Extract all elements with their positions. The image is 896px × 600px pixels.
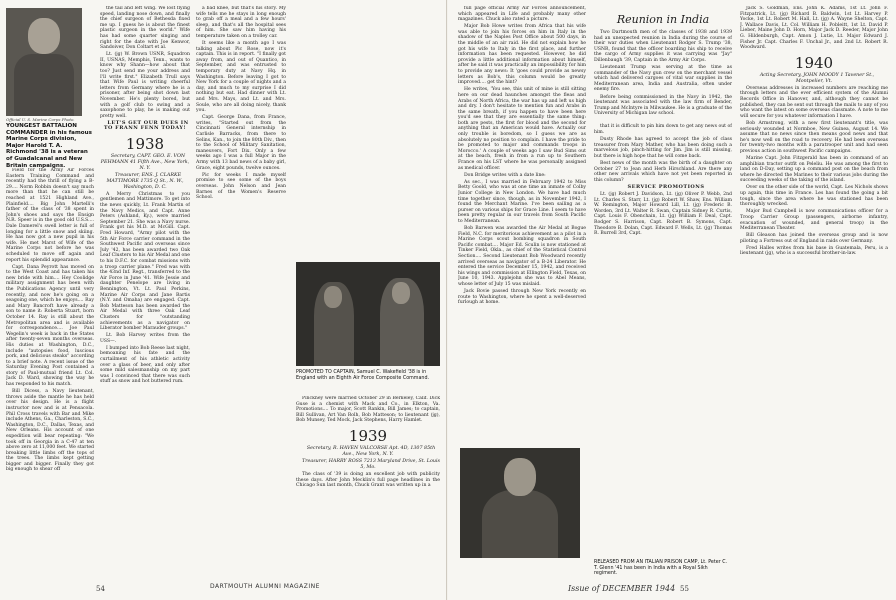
class-heading-1939: 1939: [348, 426, 388, 445]
paragraph: Don Bridge writes with a date line:: [464, 172, 546, 178]
paragraph: Lt. (jg) W. Brown USNR, Squadron II, USNAS, Memphis, Tenn., wants to know why Shann—how about that too? Just send me your address and I'll write first." Elizabeth Trull says that Wife Paul is writing cheerful letters from Germany where he is a prisoner, after being shot down last November. He's plenty bored, but with a golf club to swing and a saxophone to play, he is making out pretty well.: [100, 52, 190, 119]
left-page: [0, 0, 447, 600]
paragraph: full page official Army Air Forces announcement, which appeared in Life and probably many other magazines. Chuck also rated a picture.: [458, 6, 586, 23]
paragraph: He writes, 'You see, this unit of mine is still sitting here on our dead haunches amongst the fleas and Arabs of North Africa, the war has up and left us high and dry. I don't hesitate to mention fun and Arabs in the same breath, if you happen to have been here you'd see that they are essentially the same thing: both are pests, the first for blood and the second for anything that an American would have. Actually our only trouble is boredom, so I guess we are as absolutely no position to complain. I have the pride to be promoted to major and commands troops in Morocco.' A couple of weeks ago I saw Bud Sims out at the beach, fresh in from a run up to Southern France on his LST where he was personally assigned as medical officer.: [458, 87, 586, 171]
left-column-3: [196, 6, 286, 576]
paragraph: Bill Dicess, a Navy lieutenant, throws aside the mantle he has held over his design. He is a flight instructor now and is at Pensacola. Phil Cross travels with Bar and Mike include Athens, Ga., Charleston, S.C., Washington, D.C., Dallas, Texas, and New Orleans. His account of one expedition will bear repeating: "We took off in Georgia in a C-47 at ten above zero at 11,000 feet. We started breaking little limbs off the tops of the trees. The limbs kept getting bigger and bigger. Finally they got big enough to shear off: [6, 389, 94, 473]
photo-glenn: [460, 448, 580, 558]
class-1939-treasurer: Treasurer, HARRY ROSS 7213 Maryland Drive, St. Louis 5, Mo.: [302, 459, 440, 470]
class-heading-1938: 1938: [125, 135, 165, 154]
heading-reunion-in-india: Reunion in India: [616, 13, 710, 26]
class-1939-secretary: Secretary, R. HAVEN VALCORSE Apt. 4D, 1307 85th Ave., New York, N. Y.: [306, 445, 436, 457]
paragraph: I bumped into Bob Reese last night, bemoaning his fate and the curtailment of his athletic activity over a glass of beer, and only after some mild salesmanship on my part was I convinced that there was such stuff as snow and hot buttered rum.: [100, 345, 190, 385]
right-column-3: [740, 6, 888, 576]
paragraph: Over on the other side of the world, Capt. Les Nichols shows up again, this time in France. Les has found the going a bit tough, since the area where he was stationed has been thoroughly wrecked.: [740, 185, 888, 208]
class-1938-secretary: Secretary, CAPT. GEO. E. VON PEHMANN 41 Fifth Ave., New York, N. Y.: [100, 154, 190, 171]
left-column-2: [100, 6, 190, 576]
left-column-4: [296, 396, 440, 576]
right-page: [448, 0, 896, 600]
paragraph: that it is difficult to pin him down to get any news out of him.: [594, 124, 732, 135]
right-column-2: [594, 6, 732, 576]
paragraph: Overseas addresses in increased numbers are reaching me through letters and the ever efficient system of the Alumni Records Office in Hanover, and, although they cannot be published, they can be sent out through the mails to any of you who want the latest on some overseas classmate. A note to me will secure for you whatever information I have.: [740, 85, 888, 119]
page-number-left: 54: [96, 585, 105, 593]
paragraph: Major Bud Campbell is now communications officer for a Troop Carrier Group (passengers, airborne infantry, evacuation of wounded, and general troop) in the Mediterranean Theater.: [740, 209, 888, 232]
paragraph: Bill Gleason has joined the overseas group and is now piloting a Fortress out of England in raids over Germany.: [740, 233, 888, 244]
paragraph: Bob Barwen was awarded the Air Medal at Bogue Field, N.C. for meritorious achievement as a pilot in a Marine Corps scout bombing squadron in South Pacific combat.... Major Ed. Sculin is now stationed at Tinker Field, Okla., as chief of the Statistical Control Section.... Second Lieutenant Bob Woodward recently arrived overseas as navigator of a B-24 Liberator. He entered the service December 15, 1942, and received his wings and commission at Ellington Field, Texas, on June 10, 1943. Applejohn she was to Abel Means, whose letter of July 15 was mislaid.: [458, 226, 586, 287]
paragraph: Dusty Rhode has agreed to accept the job of class treasurer from Mary Mather, who has been doing such a marvelous job, pinch-hitting for Jim. Jim is still missing, but there is high hope that he will come back.: [594, 137, 732, 159]
paragraph: Field for the Army Air Forces Eastern Training Command and recently had the thrill of flying a B-29.... Norm Robbin doesn't say much more than that he can still be reached at 1521 Highland Ave., Plainfield.... Big John Martelli's father of the class of '38 spent in John's shoes and says the Ensign N.R. Speer is in the good old U.S.S.... Dale Damerel's swell letter is full of longing for a little snow and skiing. He has now got a new pupil in his wife. He met Marst of Wife of the Marine Corps not before he was scheduled to move off again and report his splendid appearance.: [6, 168, 94, 263]
paragraph: Pic for weeks I made myself promise to see some of the boys overseas. John Nelson and Jean Barnes of the Women's Reserve School.: [196, 172, 286, 201]
paragraph: Capt. Dana Peyrott has moved on to the West Coast and has taken his new bride with him.... Hey Coolidge military assignment has been with the Publications Agency until very recently, and now he's going on a seagoing one, which he enjoys.... Ray and Mary Bancroft have already a son to name it: Roberta Stuart, born October 14. Ray is still about the Metropolitan area and is available for correspondence.... Joe Paul Wegelin's week is back in the States after twenty-seven months overseas. His duties at Washington, D.C., include "autopsies food, luscious pork, and delicious steaks" according to a brief note. A recent issue of the Saturday Evening Post contained a story of Paul-mutual friend Lt. Col. Jack D. Ward, showing the way he has responded to his match.: [6, 264, 94, 388]
class-1940-secretary: Acting Secretary, JOHN MOODY 1 Tavener St., Montpelier, Vt.: [759, 72, 875, 84]
portrait-photo-richmond: [6, 8, 82, 116]
paragraph: Lt. Bob Harvey writes from the USS—.: [100, 333, 190, 344]
photo-caption-glenn: RELEASED FROM AN ITALIAN PRISON CAMP, Lt. Peter C. T. Glenn '41 has been in India with a Royal Sikh regiment.: [594, 560, 728, 577]
left-column-3b: [296, 6, 440, 258]
paragraph: A Merry Christmas to you gentlemen and Mattimore. To get into the news quickly, Lt. Frank Martin of the Navy Medics, and Capt. Anne Peters (Ashland, Ky.), were married September 21. She was a Navy nurse. Frank got his M.D. at McGill. Capt. Fred Howard, "Army pilot with the 5th Air Force carrier command in the Southwest Pacific and overseas since July '42, has been awarded two Oak Leaf Clusters to his Air Medal and one to his D.F.C. for combat missions with a troop carrier plane." Fred was with the 43nd Inf. Regt., transferred to the Air Force in June '41. Wife Jessie and daughter Penelope are living in Bennington, Vt. Lt. Paul Perkins, Marine Air Corps and Jane Bartis (N.Y. and Omaha) are engaged. Capt. Bob Matteson has been awarded the Air Medal with three Oak Leaf Clusters for "outstanding achievements as a navigator on Liberator bomber Marauder groups.": [100, 191, 190, 332]
paragraph: Jack S. Goldman, Ens. John K. Adams, 1st Lt. John F. Fitzpatrick, Lt. (jg) Richard B. Baldwin, 1st Lt. Harvey P. Yocke, 1st Lt. Robert M. Hall, Lt. (jg) A. Wayne Shelton, Capt. J. Wallace Davis, Lt. Col. William H. Pobleitt, 1st Lt. David P. Lieber, Maine John D. Horn, Major Jack D. Reeder, Major John G. Hildenburgh, Capt. Amon J. Lutie, Lt. Major Edward J. Fisher Jr. Capt. Charles F. Unchal Jr., and 2nd Lt. Robert R. Woodward.: [740, 6, 888, 51]
paragraph: Pinckney were married October 29 in Berkeley, Calif. Dick Guse is a chemist with Mack and Co., in Elkton, Va. Promotions.... To major, Scott Rankin, Bill James; to captain, Bill Sullivan, Art Van Rolh, Bob Matteson; to lieutenant (jg), Bob Munsey, Ted Mock, Jack Stephens, Harry Hamlet.: [296, 396, 440, 424]
paragraph: Fred Halles writes from his base in Guatemala, Peru, is a lieutenant (jg), who is a successful brother-in-law.: [740, 245, 888, 257]
photo-caption-richmond: YOUNGEST BATTALION COMMANDER in his famous Marine Corps division, Major Harold T. A. Richmond '38 is a veteran of Guadalcanal and New Britain campaigns.: [6, 123, 92, 169]
paragraph: Before being commissioned in the Navy in 1942, the lieutenant was associated with the law firm of Bender, Trump and McIntyre in Milwaukee. He is a graduate of the University of Michigan law school.: [594, 94, 732, 117]
paragraph: Major Bob Howe writes from Africa that his wife was able to join his forces on him in Italy in the shadow of the Naples Post Office about 500 days, in the middle of an air raid. He did not explain how he got his wife to Italy in the first place, and further information has been requested. However, he did provide a little additional information about himself, after he said it was practically an impossibility for him to provide any news: It 'goes could provide as newsy letters as Bob's, this column would be greatly improved.... get the hint?: [458, 24, 586, 86]
paragraph: Bob Armstrong, with a new first lieutenant's title, was seriously wounded at Normboe, New Guinea, August 14. We assume that no news since then means good news and that he's now well on the road to recovery. He had been overseas for twenty-two months with a paratrooper unit and had seen previous action in southwest Pacific campaigns.: [740, 120, 888, 154]
paragraph: As sec., I was married in February 1942 to Miss Betty Goold, who was at one time an inmate of Colby Junior College in New London. We have had much time together since, though, as in November 1942, I found the Merchant Marine. I've been sailing as a purser on various ships for Grace Line. I seem to have been pretty regular in our travels from South Pacific to Mediterranean.: [458, 179, 586, 224]
paragraph: Best news of the month was the birth of a daughter on October 27 to Jean and Herb Hirschland. Are there any other new arrivals which have not yet been reported in this column?: [594, 160, 732, 183]
paragraph: The class of '39 is doing an excellent job with publicity these days. After John Mecklin's full page headlines in the Chicago Sun last month, Chuck Grant was written up in a: [296, 472, 440, 489]
class-1938-treasurer: Treasurer, ENS. J. CLARKE MATTIMORE 1735 Q St., N. W., Washington, D. C.: [106, 172, 184, 190]
paragraph: Lieutenant Trump was serving at the time as commander of the Navy gun crew on the merchant vessel which had delivered cargoes of vital war supplies in the Mediterranean area, India and Australia, often under enemy fire.: [594, 65, 732, 93]
photo-wakefield: [296, 262, 440, 366]
photo-credit: Official U. S. Marine Corps Photo.: [6, 117, 75, 122]
dues-reminder: LET'S GET OUR DUES IN TO FRANN FENN TODAY!: [103, 119, 189, 132]
paragraph: the tail and left wing. We lost flying speed, landing nose down, and finally the chief surgeon of Bethesda fixed me up. I guess he is about the finest plastic surgeon in the world." Wife has had some quarter singing and right for the date with Joe Kenwor, Sandoiver, Don Coltart et al.: [100, 6, 190, 51]
issue-label: Issue of DECEMBER 1944: [568, 584, 676, 593]
paragraph: Jack Bovie passed through New York recently en route to Washington, where he spent a well-deserved furlough at home.: [458, 289, 586, 306]
paragraph: Capt. George Dana, from France, writes, "Started out from the Cincinnati General internship in Carlisle Barracks, from there to Selins, Kan., to join the 80th Div., then to the School of Military Sanitation, maneuvers, Fort Dix. Only a few weeks ago I was a full Major in the Army with 13 bad news of a baby girl, Grace, eight pounds, twelve ounces.: [196, 115, 286, 171]
paragraph: Two Dartmouth men of the classes of 1938 and 1939 had an unexpected reunion in India during the course of their war duties when Lieutenant Rodger S. Trump '38, USNR, found that the officer boarding his ship to receive the cargo of Army supplies it was carrying was "Jay" Dillenbaugh '39, Captain in the Army Air Corps.: [594, 30, 732, 63]
paragraph: Lt. (jg) Robert J. Davidson, Lt. (jg) Oliver P. Webb, 2nd Lt. Charles S. Starr, Lt. (jg) Robert W. Shaw, Ens. William W. Remington, Major Howard Lill, Lt. (jg) Frederic B. Worden, 3rd Lt. Walter R. Swan, Captain Sidney R. Curtis, Capt. Louis F. Obenchain, Lt. (jg) William F. Deal, Capt. Rodger S. Harrison, Capt. Robert B. Symons, Capt. Theodore B. Dolan, Capt. Edward F. Wells, Lt. (jg) Thomas R. Burrell 3rd, Capt.: [594, 191, 732, 237]
left-column-1: [6, 168, 94, 578]
photo-caption-wakefield: PROMOTED TO CAPTAIN, Samuel C. Wakefield '38 is in England with an Eighth Air Force Composite Command.: [296, 370, 430, 381]
page-number-right: 55: [680, 585, 689, 593]
class-heading-1940: 1940: [794, 53, 834, 72]
paragraph: It seems like a month ago I was talking about Pic Rose, now it's captain. This is in report. "I finally got away from, and out of Quantico, in September, and was entrusted to temporary duty at Navy Hq. in Washington. Before leaving I got to New York for a couple of nights and a day, and much to my surprise I did nothing but eat. Had dinner with Lt. and Mrs. Mays, and Lt. and Mrs. Soule, who are all doing nicely, thank you.: [196, 41, 286, 114]
service-promotions-heading: SERVICE PROMOTIONS: [627, 183, 705, 190]
magazine-footer: DARTMOUTH ALUMNI MAGAZINE: [210, 583, 320, 590]
paragraph: a bad knee, but that's his story. My wife tells me he stays in long enough to grab off a meal and a few hours' sleep, and that's all the hospital sees of him. She saw him having his temperature taken on a trolley car.: [196, 6, 286, 39]
paragraph: Marine Capt. John Fitzgerald has been in command of an amphibian tractor outfit on Peleliu. He was among the first to land on D-Day, setting up a command post on the beach from where he directed the Marines to their various jobs during the succeeding weeks of the taking of the island.: [740, 155, 888, 184]
